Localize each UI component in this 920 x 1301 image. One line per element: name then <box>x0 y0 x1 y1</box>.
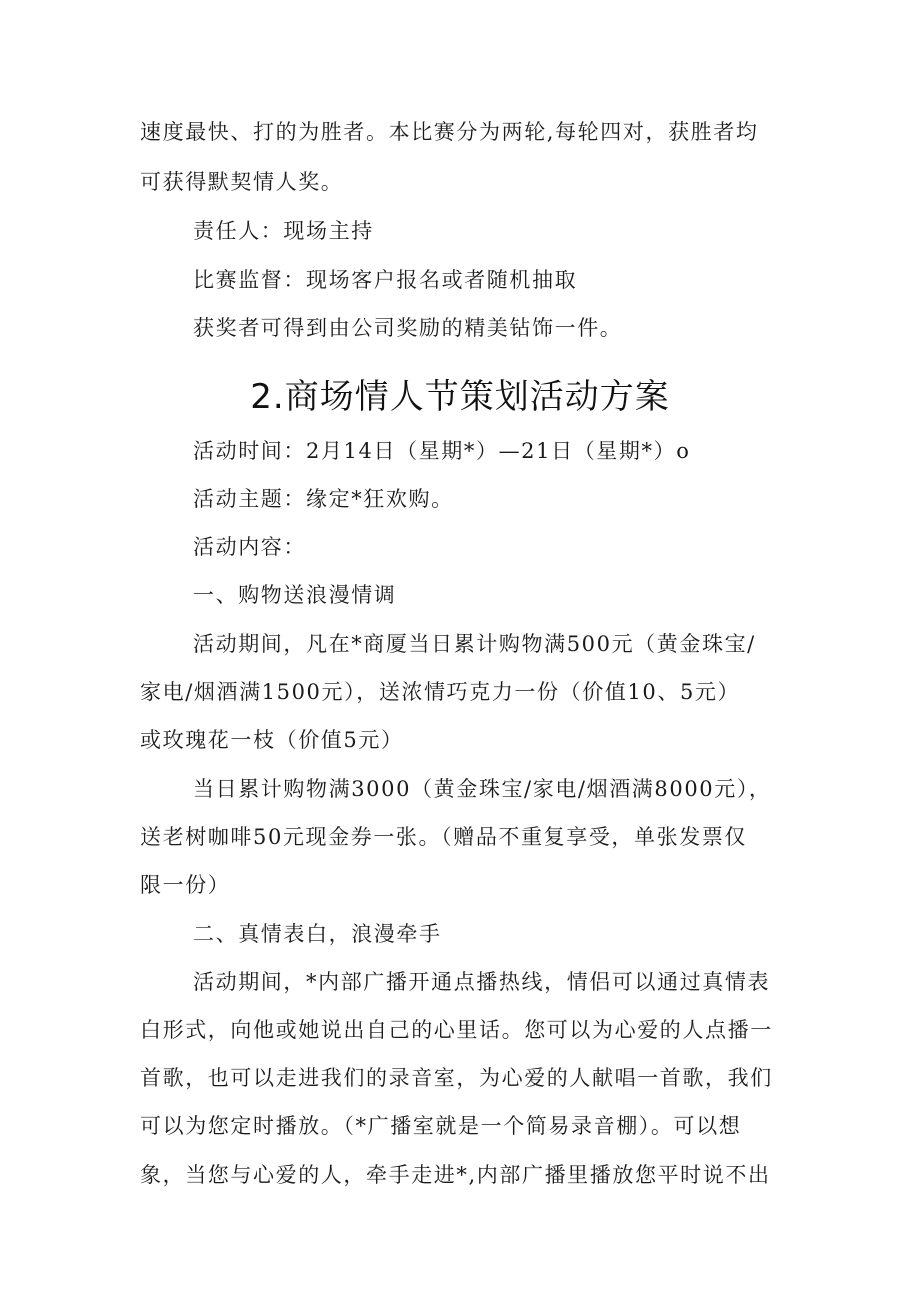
award-line: 获奖者可得到由公司奖励的精美钻饰一件。 <box>193 316 623 340</box>
paragraph-line: 送老树咖啡50元现金券一张。（赠品不重复享受，单张发票仅 <box>140 825 748 849</box>
paragraph-line: 限一份） <box>140 873 231 897</box>
paragraph-line: 速度最快、打的为胜者。本比赛分为两轮,每轮四对，获胜者均 <box>140 120 759 144</box>
supervision-line: 比赛监督：现场客户报名或者随机抽取 <box>193 268 578 292</box>
paragraph-line: 可以为您定时播放。（*广播室就是一个简易录音棚）。可以想 <box>140 1114 742 1138</box>
paragraph-line: 象，当您与心爱的人，牵手走进*,内部广播里播放您平时说不出 <box>140 1163 771 1187</box>
paragraph-line: 首歌，也可以走进我们的录音室，为心爱的人献唱一首歌，我们 <box>140 1066 773 1090</box>
paragraph-line: 家电/烟酒满1500元），送浓情巧克力一份（价值10、5元） <box>140 680 741 704</box>
paragraph-line: 可获得默契情人奖。 <box>140 170 344 194</box>
paragraph-line: 或玫瑰花一枝（价值5元） <box>140 728 404 752</box>
section-title: 2.商场情人节策划活动方案 <box>250 377 670 417</box>
responsible-person-line: 责任人：现场主持 <box>193 219 374 243</box>
paragraph-line: 当日累计购物满3000（黄金珠宝/家电/烟酒满8000元）， <box>193 777 772 801</box>
paragraph-line: 白形式，向他或她说出自己的心里话。您可以为心爱的人点播一 <box>140 1018 773 1042</box>
activity-content-label: 活动内容： <box>193 535 306 559</box>
subsection-heading: 二、真情表白，浪漫牵手 <box>193 922 442 946</box>
activity-time-line: 活动时间：2月14日（星期*）—21日（星期*）o <box>193 439 691 463</box>
activity-theme-line: 活动主题：缘定*狂欢购。 <box>193 487 454 511</box>
paragraph-line: 活动期间，凡在*商厦当日累计购物满500元（黄金珠宝/ <box>193 632 756 656</box>
paragraph-line: 活动期间，*内部广播开通点播热线，情侣可以通过真情表 <box>193 970 771 994</box>
subsection-heading: 一、购物送浪漫情调 <box>193 583 397 607</box>
